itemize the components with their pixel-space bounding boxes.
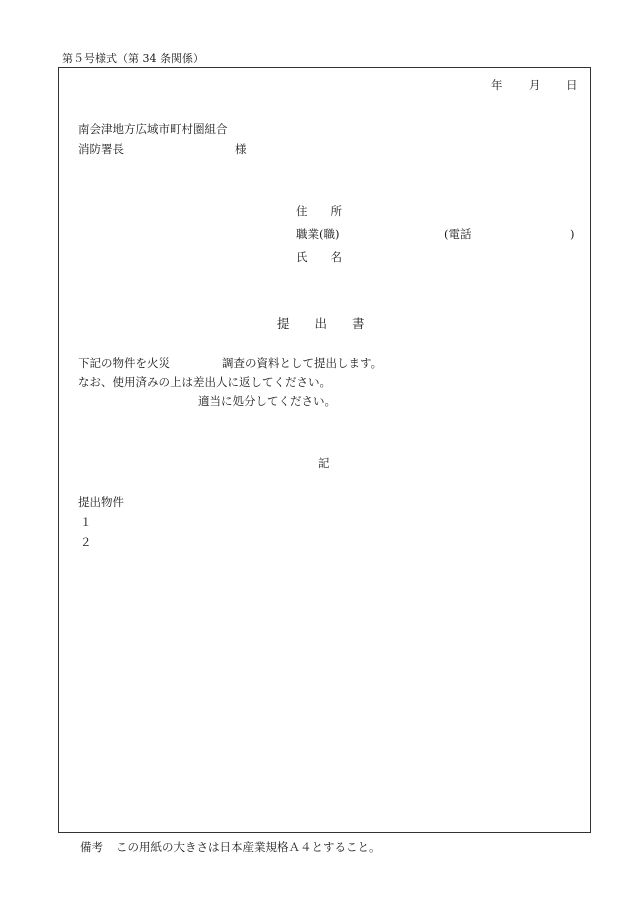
applicant-name-label: 氏 名 [296,250,342,264]
body-line-1-start: 下記の物件を火災 [78,356,170,370]
ki-heading: 記 [318,456,330,470]
remark-label: 備考 [80,840,103,854]
body-line-1-end: 調査の資料として提出します。 [222,356,383,370]
form-frame [58,67,591,833]
addressee-organization: 南会津地方広域市町村圏組合 [78,122,228,136]
applicant-occupation-label: 職業(職) [296,227,340,241]
applicant-phone-close: ) [570,227,575,241]
applicant-address-label: 住 所 [296,204,342,218]
item-number-1: １ [80,515,92,529]
applicant-phone-label: (電話 [444,227,472,241]
addressee-honorific: 様 [235,142,247,156]
item-number-2: ２ [80,535,92,549]
body-line-3: 適当に処分してください。 [198,394,336,408]
document-title: 提 出 書 [277,316,365,331]
date-day-label: 日 [566,78,578,92]
items-heading: 提出物件 [78,495,124,509]
body-line-2: なお、使用済みの上は差出人に返してください。 [78,375,331,389]
date-year-label: 年 [491,78,503,92]
remark-text: この用紙の大きさは日本産業規格Ａ４とすること。 [116,840,381,854]
addressee-title: 消防署長 [78,142,124,156]
form-number: 第５号様式（第 34 条関係） [62,52,204,65]
date-month-label: 月 [529,78,541,92]
